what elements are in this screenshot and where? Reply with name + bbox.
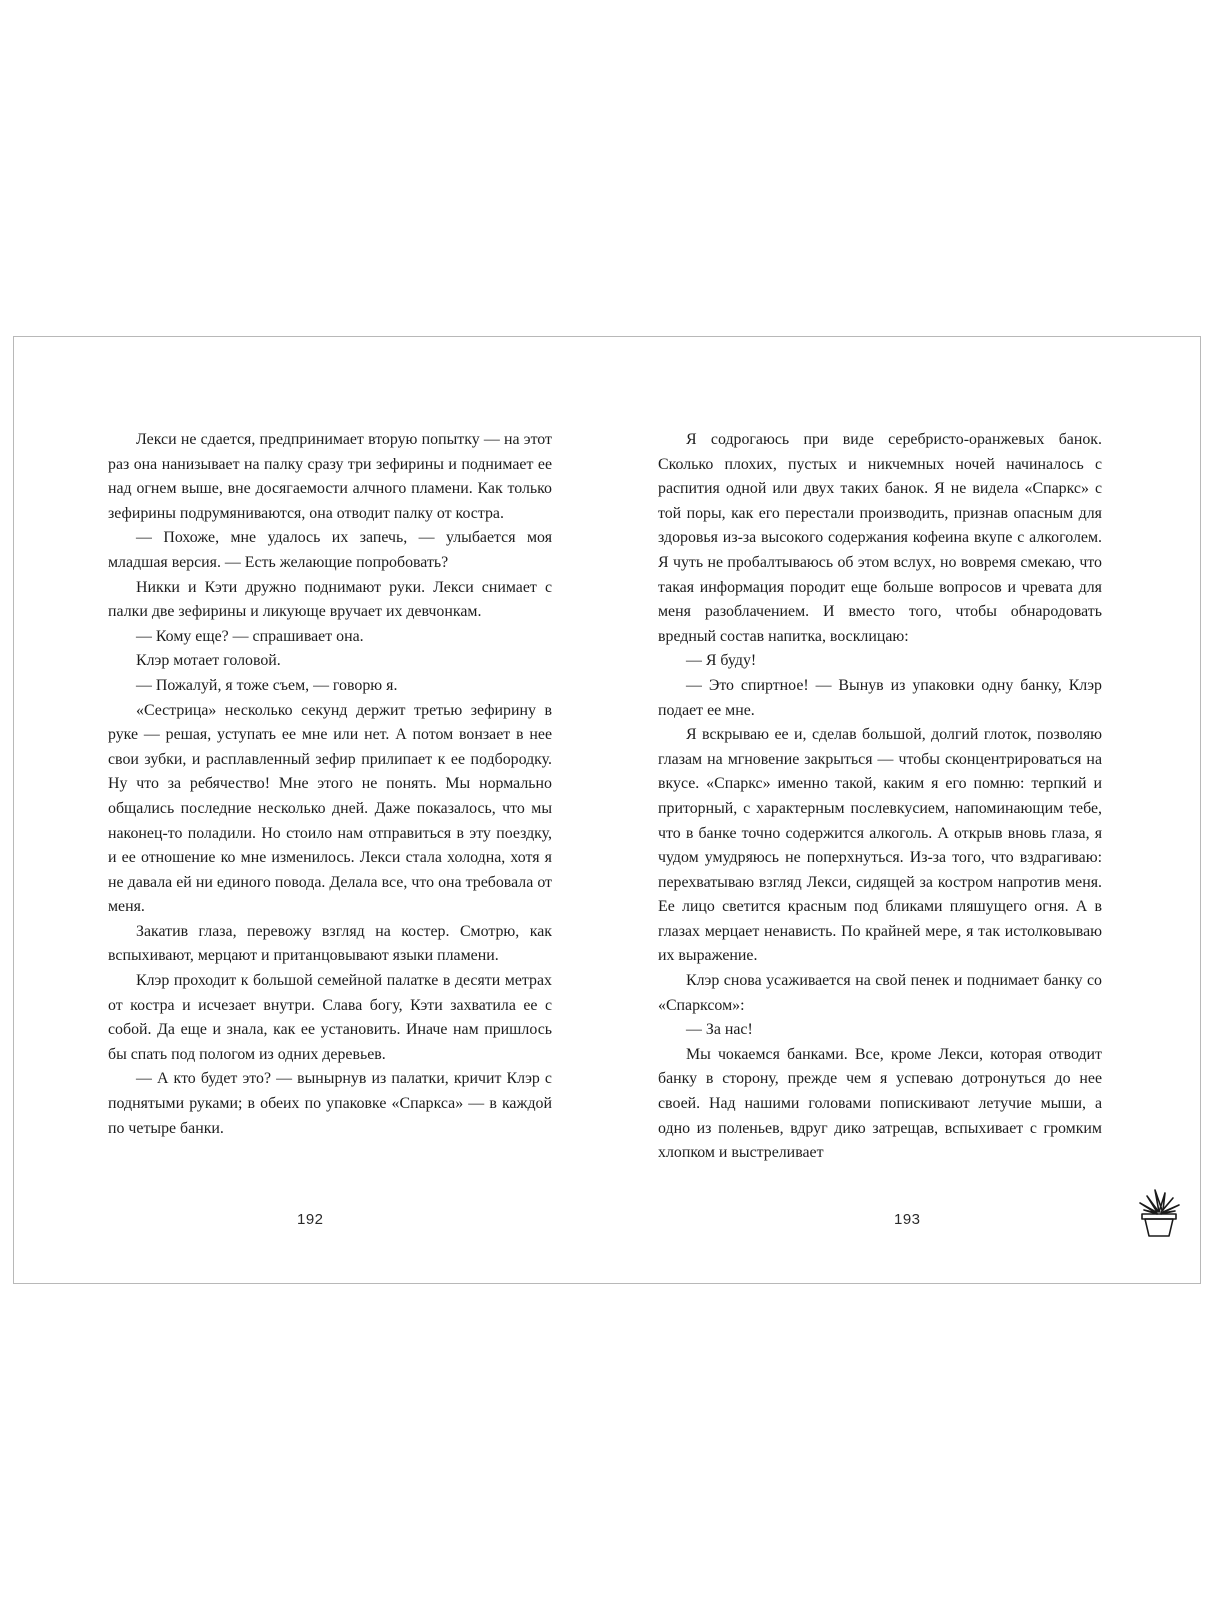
paragraph: — Пожалуй, я тоже съем, — говорю я.	[136, 676, 398, 694]
potted-plant-icon	[1136, 1186, 1182, 1238]
right-page	[608, 337, 1202, 1283]
paragraph: Никки и Кэти дружно поднимают руки. Лекси снимает с палки две зефирины и ликующе вручает их девчонкам.	[108, 578, 552, 621]
paragraph: — А кто будет это? — вынырнув из палатки, кричит Клэр с поднятыми руками; в обеих по упаковке «Спаркса» — в каждой по четыре банки.	[108, 1070, 552, 1137]
paragraph: — За нас!	[686, 1021, 753, 1039]
page-number-right: 193	[894, 1211, 921, 1228]
right-page-text	[658, 428, 1102, 1166]
page-number-left: 192	[297, 1211, 324, 1228]
book-spread	[13, 336, 1201, 1284]
paragraph: Клэр проходит к большой семейной палатке в десяти метрах от костра и исчезает внутри. Слава богу, Кэти захватила ее с собой. Да еще и знала, как ее установить. Иначе нам пришлось бы спать под пологом из одних деревьев.	[108, 972, 552, 1063]
paragraph: Мы чокаемся банками. Все, кроме Лекси, которая отводит банку в сторону, прежде чем я успеваю дотронуться до нее своей. Над нашими головами попискивают летучие мыши, а одно из поленьев, вдруг дико затрещав, вспыхивает с громким хлопком и выстреливает	[658, 1045, 1102, 1162]
paragraph: — Это спиртное! — Вынув из упаковки одну банку, Клэр подает ее мне.	[658, 676, 1102, 719]
paragraph: — Кому еще? — спрашивает она.	[136, 627, 364, 645]
paragraph: Лекси не сдается, предпринимает вторую попытку — на этот раз она нанизывает на палку сразу три зефирины и поднимает ее над огнем выше, вне досягаемости алчного пламени. Как только зефирины подрумяниваются, она отводит палку от костра.	[108, 431, 552, 522]
left-page	[14, 337, 608, 1283]
paragraph: Я вскрываю ее и, сделав большой, долгий глоток, позволяю глазам на мгновение закрыться — чтобы сконцентрироваться на вкусе. «Спаркс» именно такой, каким я его помню: терпкий и приторный, с характерным послевкусием, напоминающим тебе, что в банке точно содержится алкоголь. А открыв вновь глаза, я чудом умудряюсь не поперхнуться. Из-за того, что вздрагиваю: перехватываю взгляд Лекси, сидящей за костром напротив меня. Ее лицо светится красным под бликами пляшущего огня. А в глазах мерцает ненависть. По крайней мере, я так истолковываю их выражение.	[658, 726, 1102, 965]
left-page-text	[108, 428, 552, 1141]
paragraph: — Похоже, мне удалось их запечь, — улыбается моя младшая версия. — Есть желающие попробовать?	[108, 529, 552, 571]
paragraph: «Сестрица» несколько секунд держит третью зефирину в руке — решая, уступать ее мне или нет. А потом вонзает в нее свои зубки, и расплавленный зефир прилипает к ее подбородку. Ну что за ребячество! Мне этого не понять. Мы нормально общались последние несколько дней. Даже показалось, что мы наконец-то поладили. Но стоило нам отправиться в эту поездку, и ее отношение ко мне изменилось. Лекси стала холодна, хотя я не давала ей ни единого повода. Делала все, что она требовала от меня.	[108, 701, 552, 916]
paragraph: Закатив глаза, перевожу взгляд на костер. Смотрю, как вспыхивают, мерцают и пританцовывают языки пламени.	[108, 922, 552, 965]
paragraph: Клэр мотает головой.	[136, 652, 281, 670]
paragraph: Я содрогаюсь при виде серебристо-оранжевых банок. Сколько плохих, пустых и никчемных ночей начиналось с распития одной или двух таких банок. Я не видела «Спаркс» с той поры, как его перестали производить, признав опасным для здоровья из-за высокого содержания кофеина вкупе с алкоголем. Я чуть не пробалтываюсь об этом вслух, но вовремя смекаю, что такая информация породит еще больше вопросов и чревата для меня разоблачением. И вместо того, чтобы обнародовать вредный состав напитка, восклицаю:	[658, 431, 1102, 645]
paragraph: Клэр снова усаживается на свой пенек и поднимает банку со «Спарксом»:	[658, 972, 1102, 1014]
paragraph: — Я буду!	[686, 652, 757, 670]
